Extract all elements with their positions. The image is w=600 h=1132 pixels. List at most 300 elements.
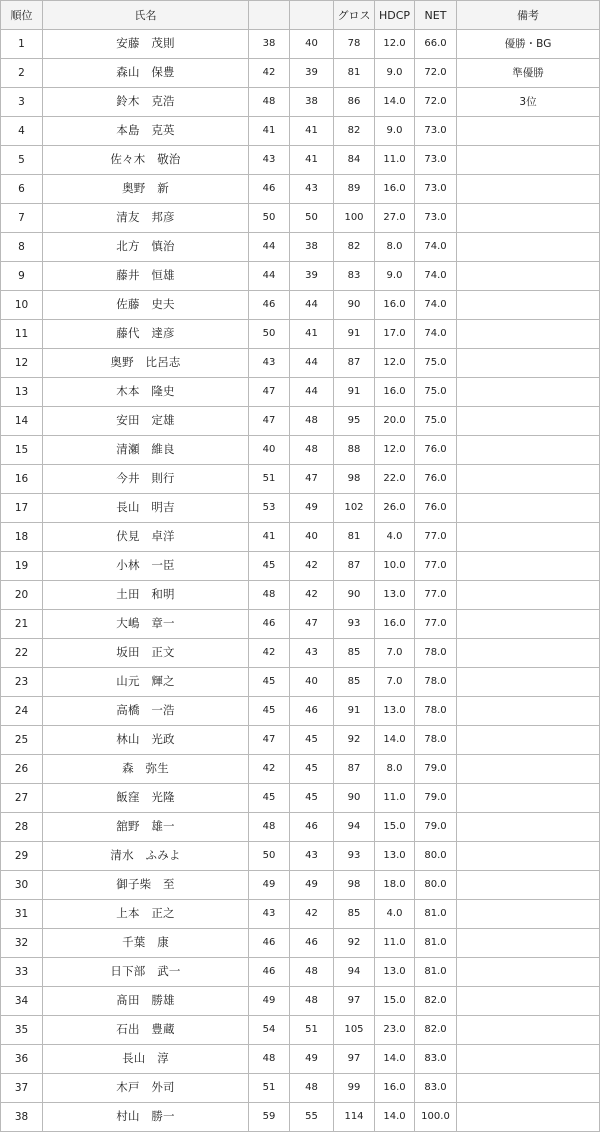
rank-cell: 9 [1, 262, 43, 291]
name-cell: 山元 輝之 [43, 668, 249, 697]
table-row [1, 59, 600, 88]
rank-cell: 17 [1, 494, 43, 523]
out-score-cell: 49 [249, 987, 290, 1016]
rank-cell: 34 [1, 987, 43, 1016]
gross-cell: 98 [334, 871, 375, 900]
gross-cell: 91 [334, 320, 375, 349]
name-cell: 森 弥生 [43, 755, 249, 784]
name-cell: 清友 邦彦 [43, 204, 249, 233]
rank-cell: 36 [1, 1045, 43, 1074]
hdcp-cell: 16.0 [375, 291, 415, 320]
table-row [1, 146, 600, 175]
out-score-cell: 42 [249, 59, 290, 88]
in-score-cell: 45 [290, 726, 334, 755]
in-score-cell: 45 [290, 784, 334, 813]
name-cell: 日下部 武一 [43, 958, 249, 987]
note-cell [457, 1045, 600, 1074]
in-score-cell: 38 [290, 233, 334, 262]
name-cell: 藤井 恒雄 [43, 262, 249, 291]
gross-cell: 82 [334, 117, 375, 146]
hdcp-cell: 7.0 [375, 639, 415, 668]
note-cell [457, 900, 600, 929]
note-cell [457, 871, 600, 900]
table-row [1, 1103, 600, 1132]
name-cell: 清水 ふみよ [43, 842, 249, 871]
gross-cell: 97 [334, 987, 375, 1016]
hdcp-cell: 13.0 [375, 581, 415, 610]
net-cell: 73.0 [415, 204, 457, 233]
note-cell [457, 204, 600, 233]
name-cell: 林山 光政 [43, 726, 249, 755]
out-score-cell: 59 [249, 1103, 290, 1132]
net-cell: 80.0 [415, 871, 457, 900]
out-score-cell: 50 [249, 842, 290, 871]
table-row [1, 233, 600, 262]
hdcp-cell: 22.0 [375, 465, 415, 494]
gross-cell: 93 [334, 610, 375, 639]
gross-cell: 87 [334, 552, 375, 581]
gross-cell: 95 [334, 407, 375, 436]
in-score-cell: 49 [290, 494, 334, 523]
gross-cell: 90 [334, 291, 375, 320]
in-score-cell: 44 [290, 378, 334, 407]
net-cell: 76.0 [415, 436, 457, 465]
in-score-cell: 50 [290, 204, 334, 233]
table-row [1, 726, 600, 755]
gross-cell: 92 [334, 726, 375, 755]
table-row [1, 407, 600, 436]
name-cell: 長山 淳 [43, 1045, 249, 1074]
net-cell: 73.0 [415, 117, 457, 146]
name-cell: 舘野 雄一 [43, 813, 249, 842]
gross-cell: 102 [334, 494, 375, 523]
out-score-cell: 47 [249, 407, 290, 436]
hdcp-cell: 17.0 [375, 320, 415, 349]
in-score-cell: 51 [290, 1016, 334, 1045]
net-cell: 76.0 [415, 494, 457, 523]
table-row [1, 958, 600, 987]
name-cell: 上本 正之 [43, 900, 249, 929]
note-cell [457, 1016, 600, 1045]
rank-cell: 21 [1, 610, 43, 639]
table-row [1, 494, 600, 523]
note-cell [457, 697, 600, 726]
net-cell: 73.0 [415, 175, 457, 204]
in-score-cell: 41 [290, 117, 334, 146]
out-score-cell: 42 [249, 639, 290, 668]
table-row [1, 349, 600, 378]
hdcp-cell: 13.0 [375, 842, 415, 871]
name-cell: 安田 定雄 [43, 407, 249, 436]
net-cell: 79.0 [415, 755, 457, 784]
rank-cell: 14 [1, 407, 43, 436]
hdcp-cell: 16.0 [375, 378, 415, 407]
gross-cell: 91 [334, 378, 375, 407]
net-cell: 77.0 [415, 610, 457, 639]
net-cell: 74.0 [415, 233, 457, 262]
net-cell: 82.0 [415, 1016, 457, 1045]
out-score-cell: 46 [249, 291, 290, 320]
hdcp-cell: 20.0 [375, 407, 415, 436]
name-cell: 高橋 一浩 [43, 697, 249, 726]
table-row [1, 262, 600, 291]
rank-cell: 10 [1, 291, 43, 320]
name-cell: 佐々木 敬治 [43, 146, 249, 175]
note-cell [457, 726, 600, 755]
table-row [1, 436, 600, 465]
out-score-cell: 43 [249, 146, 290, 175]
in-score-cell: 41 [290, 146, 334, 175]
in-score-cell: 42 [290, 900, 334, 929]
note-cell [457, 842, 600, 871]
out-score-cell: 41 [249, 117, 290, 146]
name-cell: 清瀬 維良 [43, 436, 249, 465]
gross-cell: 86 [334, 88, 375, 117]
rank-cell: 20 [1, 581, 43, 610]
rank-cell: 23 [1, 668, 43, 697]
note-cell: 優勝・BG [457, 30, 600, 59]
note-cell [457, 639, 600, 668]
note-cell [457, 523, 600, 552]
table-row [1, 755, 600, 784]
in-score-cell: 55 [290, 1103, 334, 1132]
net-cell: 74.0 [415, 320, 457, 349]
in-score-cell: 39 [290, 262, 334, 291]
gross-cell: 92 [334, 929, 375, 958]
table-row [1, 784, 600, 813]
name-cell: 佐藤 史夫 [43, 291, 249, 320]
hdcp-cell: 14.0 [375, 726, 415, 755]
net-cell: 81.0 [415, 929, 457, 958]
hdcp-cell: 9.0 [375, 59, 415, 88]
gross-cell: 100 [334, 204, 375, 233]
gross-cell: 90 [334, 784, 375, 813]
col-header-gross: グロス [334, 1, 375, 30]
in-score-cell: 48 [290, 436, 334, 465]
out-score-cell: 48 [249, 813, 290, 842]
out-score-cell: 50 [249, 320, 290, 349]
name-cell: 石出 豊蔵 [43, 1016, 249, 1045]
gross-cell: 81 [334, 523, 375, 552]
out-score-cell: 45 [249, 552, 290, 581]
table-row [1, 88, 600, 117]
col-header-in [290, 1, 334, 30]
net-cell: 81.0 [415, 900, 457, 929]
rank-cell: 31 [1, 900, 43, 929]
in-score-cell: 49 [290, 871, 334, 900]
net-cell: 72.0 [415, 59, 457, 88]
name-cell: 藤代 達彦 [43, 320, 249, 349]
note-cell [457, 813, 600, 842]
name-cell: 奥野 比呂志 [43, 349, 249, 378]
name-cell: 今井 則行 [43, 465, 249, 494]
note-cell [457, 291, 600, 320]
out-score-cell: 40 [249, 436, 290, 465]
rank-cell: 11 [1, 320, 43, 349]
out-score-cell: 45 [249, 784, 290, 813]
hdcp-cell: 12.0 [375, 349, 415, 378]
gross-cell: 83 [334, 262, 375, 291]
out-score-cell: 42 [249, 755, 290, 784]
net-cell: 75.0 [415, 407, 457, 436]
hdcp-cell: 12.0 [375, 436, 415, 465]
net-cell: 75.0 [415, 378, 457, 407]
name-cell: 御子柴 至 [43, 871, 249, 900]
name-cell: 安藤 茂則 [43, 30, 249, 59]
name-cell: 飯窪 光隆 [43, 784, 249, 813]
out-score-cell: 38 [249, 30, 290, 59]
table-row [1, 842, 600, 871]
hdcp-cell: 4.0 [375, 523, 415, 552]
out-score-cell: 53 [249, 494, 290, 523]
in-score-cell: 40 [290, 523, 334, 552]
net-cell: 83.0 [415, 1045, 457, 1074]
note-cell [457, 784, 600, 813]
in-score-cell: 40 [290, 30, 334, 59]
hdcp-cell: 27.0 [375, 204, 415, 233]
table-row [1, 1074, 600, 1103]
net-cell: 73.0 [415, 146, 457, 175]
table-row [1, 523, 600, 552]
hdcp-cell: 16.0 [375, 175, 415, 204]
net-cell: 79.0 [415, 813, 457, 842]
name-cell: 長山 明吉 [43, 494, 249, 523]
name-cell: 小林 一臣 [43, 552, 249, 581]
rank-cell: 2 [1, 59, 43, 88]
note-cell [457, 755, 600, 784]
out-score-cell: 47 [249, 726, 290, 755]
hdcp-cell: 12.0 [375, 30, 415, 59]
gross-cell: 81 [334, 59, 375, 88]
table-row [1, 900, 600, 929]
name-cell: 坂田 正文 [43, 639, 249, 668]
hdcp-cell: 11.0 [375, 784, 415, 813]
net-cell: 77.0 [415, 581, 457, 610]
table-row [1, 668, 600, 697]
in-score-cell: 39 [290, 59, 334, 88]
table-row [1, 291, 600, 320]
net-cell: 72.0 [415, 88, 457, 117]
rank-cell: 16 [1, 465, 43, 494]
in-score-cell: 48 [290, 1074, 334, 1103]
net-cell: 78.0 [415, 668, 457, 697]
rank-cell: 18 [1, 523, 43, 552]
gross-cell: 85 [334, 900, 375, 929]
rank-cell: 13 [1, 378, 43, 407]
table-row [1, 320, 600, 349]
hdcp-cell: 14.0 [375, 1103, 415, 1132]
note-cell [457, 552, 600, 581]
table-row [1, 204, 600, 233]
col-header-hdcp: HDCP [375, 1, 415, 30]
name-cell: 土田 和明 [43, 581, 249, 610]
gross-cell: 94 [334, 958, 375, 987]
in-score-cell: 46 [290, 929, 334, 958]
rank-cell: 6 [1, 175, 43, 204]
gross-cell: 87 [334, 755, 375, 784]
note-cell [457, 987, 600, 1016]
note-cell [457, 378, 600, 407]
in-score-cell: 48 [290, 958, 334, 987]
hdcp-cell: 26.0 [375, 494, 415, 523]
hdcp-cell: 15.0 [375, 813, 415, 842]
table-row [1, 929, 600, 958]
table-row [1, 1016, 600, 1045]
note-cell [457, 958, 600, 987]
rank-cell: 29 [1, 842, 43, 871]
note-cell [457, 262, 600, 291]
note-cell [457, 175, 600, 204]
gross-cell: 88 [334, 436, 375, 465]
in-score-cell: 48 [290, 407, 334, 436]
hdcp-cell: 14.0 [375, 88, 415, 117]
out-score-cell: 51 [249, 465, 290, 494]
in-score-cell: 44 [290, 349, 334, 378]
net-cell: 76.0 [415, 465, 457, 494]
out-score-cell: 46 [249, 175, 290, 204]
out-score-cell: 44 [249, 262, 290, 291]
name-cell: 北方 慎治 [43, 233, 249, 262]
results-body [1, 30, 600, 1132]
net-cell: 78.0 [415, 697, 457, 726]
hdcp-cell: 13.0 [375, 958, 415, 987]
gross-cell: 91 [334, 697, 375, 726]
in-score-cell: 45 [290, 755, 334, 784]
out-score-cell: 46 [249, 958, 290, 987]
note-cell [457, 1074, 600, 1103]
rank-cell: 37 [1, 1074, 43, 1103]
hdcp-cell: 8.0 [375, 755, 415, 784]
net-cell: 83.0 [415, 1074, 457, 1103]
note-cell [457, 610, 600, 639]
note-cell [457, 436, 600, 465]
gross-cell: 85 [334, 668, 375, 697]
net-cell: 82.0 [415, 987, 457, 1016]
in-score-cell: 47 [290, 610, 334, 639]
in-score-cell: 42 [290, 552, 334, 581]
rank-cell: 32 [1, 929, 43, 958]
name-cell: 千葉 康 [43, 929, 249, 958]
in-score-cell: 49 [290, 1045, 334, 1074]
rank-cell: 15 [1, 436, 43, 465]
col-header-net: NET [415, 1, 457, 30]
hdcp-cell: 9.0 [375, 262, 415, 291]
out-score-cell: 47 [249, 378, 290, 407]
rank-cell: 8 [1, 233, 43, 262]
gross-cell: 99 [334, 1074, 375, 1103]
hdcp-cell: 15.0 [375, 987, 415, 1016]
out-score-cell: 48 [249, 1045, 290, 1074]
out-score-cell: 45 [249, 668, 290, 697]
name-cell: 木本 隆史 [43, 378, 249, 407]
gross-cell: 84 [334, 146, 375, 175]
table-row [1, 117, 600, 146]
in-score-cell: 47 [290, 465, 334, 494]
hdcp-cell: 16.0 [375, 1074, 415, 1103]
hdcp-cell: 18.0 [375, 871, 415, 900]
hdcp-cell: 10.0 [375, 552, 415, 581]
hdcp-cell: 13.0 [375, 697, 415, 726]
net-cell: 79.0 [415, 784, 457, 813]
out-score-cell: 49 [249, 871, 290, 900]
hdcp-cell: 11.0 [375, 929, 415, 958]
name-cell: 髙田 勝雄 [43, 987, 249, 1016]
note-cell [457, 581, 600, 610]
rank-cell: 12 [1, 349, 43, 378]
table-row [1, 1045, 600, 1074]
note-cell: 3位 [457, 88, 600, 117]
col-header-out [249, 1, 290, 30]
out-score-cell: 43 [249, 349, 290, 378]
col-header-name: 氏名 [43, 1, 249, 30]
in-score-cell: 40 [290, 668, 334, 697]
table-row [1, 581, 600, 610]
rank-cell: 22 [1, 639, 43, 668]
net-cell: 66.0 [415, 30, 457, 59]
rank-cell: 24 [1, 697, 43, 726]
header-row [1, 1, 600, 30]
in-score-cell: 42 [290, 581, 334, 610]
table-row [1, 697, 600, 726]
out-score-cell: 50 [249, 204, 290, 233]
gross-cell: 94 [334, 813, 375, 842]
rank-cell: 30 [1, 871, 43, 900]
gross-cell: 78 [334, 30, 375, 59]
rank-cell: 26 [1, 755, 43, 784]
in-score-cell: 43 [290, 639, 334, 668]
name-cell: 木戸 外司 [43, 1074, 249, 1103]
gross-cell: 97 [334, 1045, 375, 1074]
gross-cell: 105 [334, 1016, 375, 1045]
net-cell: 81.0 [415, 958, 457, 987]
gross-cell: 93 [334, 842, 375, 871]
note-cell [457, 117, 600, 146]
rank-cell: 19 [1, 552, 43, 581]
hdcp-cell: 4.0 [375, 900, 415, 929]
in-score-cell: 43 [290, 842, 334, 871]
rank-cell: 27 [1, 784, 43, 813]
name-cell: 森山 保豊 [43, 59, 249, 88]
out-score-cell: 54 [249, 1016, 290, 1045]
hdcp-cell: 11.0 [375, 146, 415, 175]
rank-cell: 28 [1, 813, 43, 842]
name-cell: 奥野 新 [43, 175, 249, 204]
col-header-note: 備考 [457, 1, 600, 30]
in-score-cell: 48 [290, 987, 334, 1016]
note-cell [457, 929, 600, 958]
rank-cell: 38 [1, 1103, 43, 1132]
in-score-cell: 46 [290, 813, 334, 842]
table-row [1, 610, 600, 639]
note-cell [457, 349, 600, 378]
table-row [1, 378, 600, 407]
rank-cell: 3 [1, 88, 43, 117]
rank-cell: 4 [1, 117, 43, 146]
in-score-cell: 41 [290, 320, 334, 349]
out-score-cell: 48 [249, 581, 290, 610]
gross-cell: 87 [334, 349, 375, 378]
out-score-cell: 45 [249, 697, 290, 726]
net-cell: 77.0 [415, 523, 457, 552]
gross-cell: 114 [334, 1103, 375, 1132]
table-row [1, 552, 600, 581]
note-cell: 準優勝 [457, 59, 600, 88]
hdcp-cell: 9.0 [375, 117, 415, 146]
net-cell: 75.0 [415, 349, 457, 378]
rank-cell: 33 [1, 958, 43, 987]
name-cell: 大嶋 章一 [43, 610, 249, 639]
table-row [1, 813, 600, 842]
